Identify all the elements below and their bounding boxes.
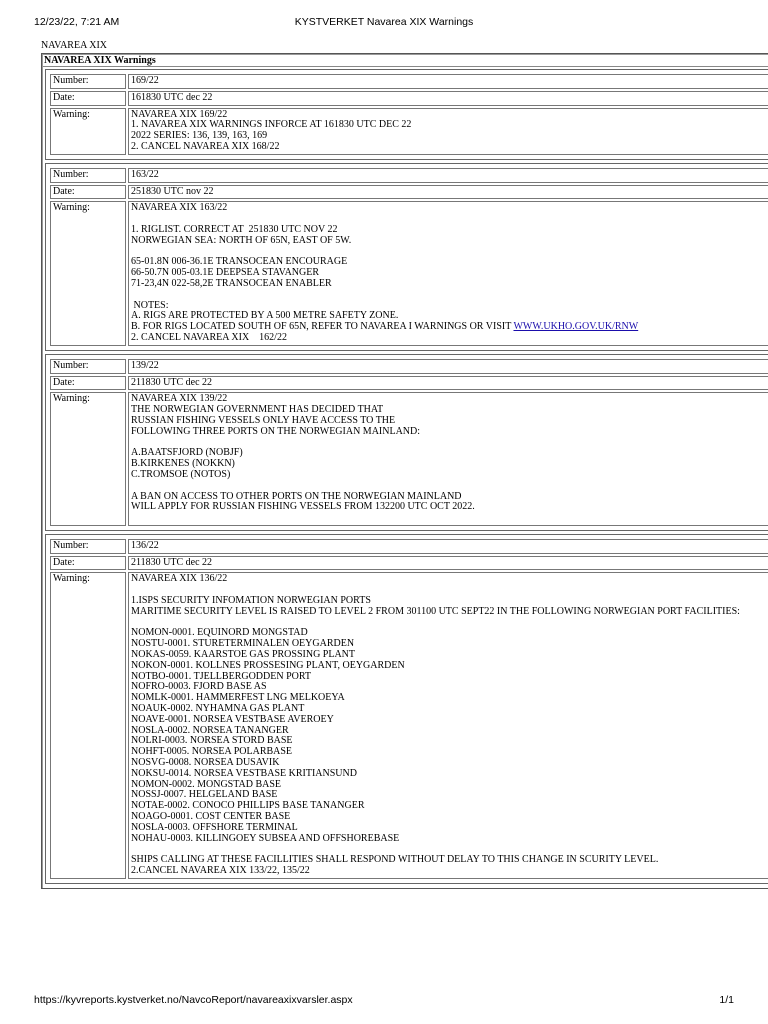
warning-line: NOMLK-0001. HAMMERFEST LNG MELKOEYA	[131, 692, 345, 704]
warning-line: A BAN ON ACCESS TO OTHER PORTS ON THE NORWEGIAN MAINLAND	[131, 490, 462, 502]
warning-line: RUSSIAN FISHING VESSELS ONLY HAVE ACCESS TO THE	[131, 414, 396, 426]
warning-line	[131, 513, 768, 524]
ukho-link[interactable]: WWW.UKHO.GOV.UK/RNW	[513, 321, 639, 333]
warning-line: 2. CANCEL NAVAREA XIX 168/22	[131, 140, 280, 152]
warning-date: 211830 UTC dec 22	[128, 556, 768, 571]
warning-line: 66-50.7N 005-03.1E DEEPSEA STAVANGER	[131, 267, 320, 279]
warning-line: 2022 SERIES: 136, 139, 163, 169	[131, 130, 268, 142]
print-url: https://kyvreports.kystverket.no/NavcoReport/navareaxixvarsler.aspx	[34, 994, 353, 1006]
number-label: Number:	[50, 168, 126, 183]
warning-line: C.TROMSOE (NOTOS)	[131, 468, 231, 480]
warning-line: 2. CANCEL NAVAREA XIX 162/22	[131, 331, 287, 343]
print-title: KYSTVERKET Navarea XIX Warnings	[294, 16, 474, 28]
warning-line: SHIPS CALLING AT THESE FACILLITIES SHALL RESPOND WITHOUT DELAY TO THIS CHANGE IN SCURITY LEVEL.	[131, 854, 659, 866]
number-label: Number:	[50, 539, 126, 554]
warning-line: NOKAS-0059. KAARSTOE GAS PROSSING PLANT	[131, 649, 356, 661]
warning-line: NOAVE-0001. NORSEA VESTBASE AVEROEY	[131, 713, 334, 725]
warning-block	[45, 69, 768, 160]
warning-line: A.BAATSFJORD (NOBJF)	[131, 447, 243, 459]
date-label: Date:	[50, 91, 126, 106]
warning-line: NAVAREA XIX 169/22	[131, 108, 228, 120]
date-label: Date:	[50, 376, 126, 391]
warning-line: 71-23,4N 022-58,2E TRANSOCEAN ENABLER	[131, 277, 332, 289]
warning-line: FOLLOWING THREE PORTS ON THE NORWEGIAN MAINLAND:	[131, 425, 421, 437]
warning-line: A. RIGS ARE PROTECTED BY A 500 METRE SAFETY ZONE.	[131, 310, 399, 322]
warning-line: NOHFT-0005. NORSEA POLARBASE	[131, 746, 293, 758]
warning-line: 1. NAVAREA XIX WARNINGS INFORCE AT 161830 UTC DEC 22	[131, 119, 412, 131]
warning-date: 211830 UTC dec 22	[128, 376, 768, 391]
warning-line: NOMON-0001. EQUINORD MONGSTAD	[131, 627, 308, 639]
warning-line: NOSLA-0002. NORSEA TANANGER	[131, 724, 289, 736]
warning-number: 169/22	[128, 74, 768, 89]
date-label: Date:	[50, 556, 126, 571]
print-header	[0, 16, 768, 30]
warning-number: 136/22	[128, 539, 768, 554]
print-footer	[0, 994, 768, 1008]
warning-line: NOTBO-0001. TJELLBERGODDEN PORT	[131, 670, 312, 682]
warning-line: NAVAREA XIX 136/22	[131, 573, 228, 585]
warnings-table	[41, 53, 768, 889]
warning-date: 251830 UTC nov 22	[128, 185, 768, 200]
page-number: 1/1	[719, 994, 734, 1006]
warning-block	[45, 163, 768, 351]
warning-line: NOTAE-0002. CONOCO PHILLIPS BASE TANANGER	[131, 800, 365, 812]
warning-line: 2.CANCEL NAVAREA XIX 133/22, 135/22	[131, 865, 310, 876]
warning-line: NOSVG-0008. NORSEA DUSAVIK	[131, 757, 280, 769]
warning-text	[128, 201, 768, 345]
warnings-document	[41, 40, 768, 980]
warning-label: Warning:	[50, 108, 126, 155]
warning-line	[131, 290, 768, 301]
warning-line: NOKON-0001. KOLLNES PROSSESING PLANT, OEYGARDEN	[131, 659, 405, 671]
warning-line: 1.ISPS SECURITY INFOMATION NORWEGIAN PORTS	[131, 595, 371, 607]
warning-line: NOTES:	[131, 299, 169, 311]
warning-line: NORWEGIAN SEA: NORTH OF 65N, EAST OF 5W.	[131, 234, 352, 246]
table-title: NAVAREA XIX Warnings	[43, 55, 768, 67]
warning-line: B.KIRKENES (NOKKN)	[131, 458, 235, 470]
number-label: Number:	[50, 74, 126, 89]
warning-line: MARITIME SECURITY LEVEL IS RAISED TO LEVEL 2 FROM 301100 UTC SEPT22 IN THE FOLLOWING NORWEGIAN PORT FACILITIES:	[131, 605, 740, 617]
warning-text	[128, 108, 768, 155]
warning-line: THE NORWEGIAN GOVERNMENT HAS DECIDED THAT	[131, 404, 384, 416]
warning-line: NOAGO-0001. COST CENTER BASE	[131, 811, 291, 823]
warning-line: 1. RIGLIST. CORRECT AT 251830 UTC NOV 22	[131, 223, 338, 235]
warning-line	[131, 481, 768, 492]
warning-line: NOMON-0002. MONGSTAD BASE	[131, 778, 282, 790]
warning-line: 65-01.8N 006-36.1E TRANSOCEAN ENCOURAGE	[131, 256, 348, 268]
warning-label: Warning:	[50, 572, 126, 878]
warning-label: Warning:	[50, 392, 126, 526]
warning-number: 163/22	[128, 168, 768, 183]
warning-number: 139/22	[128, 359, 768, 374]
warning-line: WILL APPLY FOR RUSSIAN FISHING VESSELS FROM 132200 UTC OCT 2022.	[131, 501, 475, 513]
warning-line: NOFRO-0003. FJORD BASE AS	[131, 681, 267, 693]
warning-block	[45, 534, 768, 884]
warning-block	[45, 354, 768, 531]
warning-line: NOLRI-0003. NORSEA STORD BASE	[131, 735, 293, 747]
print-datetime: 12/23/22, 7:21 AM	[34, 16, 120, 28]
warning-line: NAVAREA XIX 139/22	[131, 393, 228, 405]
warning-label: Warning:	[50, 201, 126, 345]
warning-line: NOSSJ-0007. HELGELAND BASE	[131, 789, 278, 801]
warning-line: NAVAREA XIX 163/22	[131, 202, 228, 214]
warning-line: NOAUK-0002. NYHAMNA GAS PLANT	[131, 703, 305, 715]
page-title: NAVAREA XIX	[41, 40, 108, 51]
date-label: Date:	[50, 185, 126, 200]
warning-line: NOKSU-0014. NORSEA VESTBASE KRITIANSUND	[131, 767, 357, 779]
warning-text	[128, 572, 768, 878]
warning-line: NOHAU-0003. KILLINGOEY SUBSEA AND OFFSHOREBASE	[131, 832, 400, 844]
warning-line: NOSTU-0001. STURETERMINALEN OEYGARDEN	[131, 638, 355, 650]
warning-date: 161830 UTC dec 22	[128, 91, 768, 106]
link-prefix: B. FOR RIGS LOCATED SOUTH OF 65N, REFER TO NAVAREA I WARNINGS OR VISIT	[131, 321, 514, 333]
number-label: Number:	[50, 359, 126, 374]
warning-line: NOSLA-0003. OFFSHORE TERMINAL	[131, 821, 298, 833]
warning-text	[128, 392, 768, 526]
